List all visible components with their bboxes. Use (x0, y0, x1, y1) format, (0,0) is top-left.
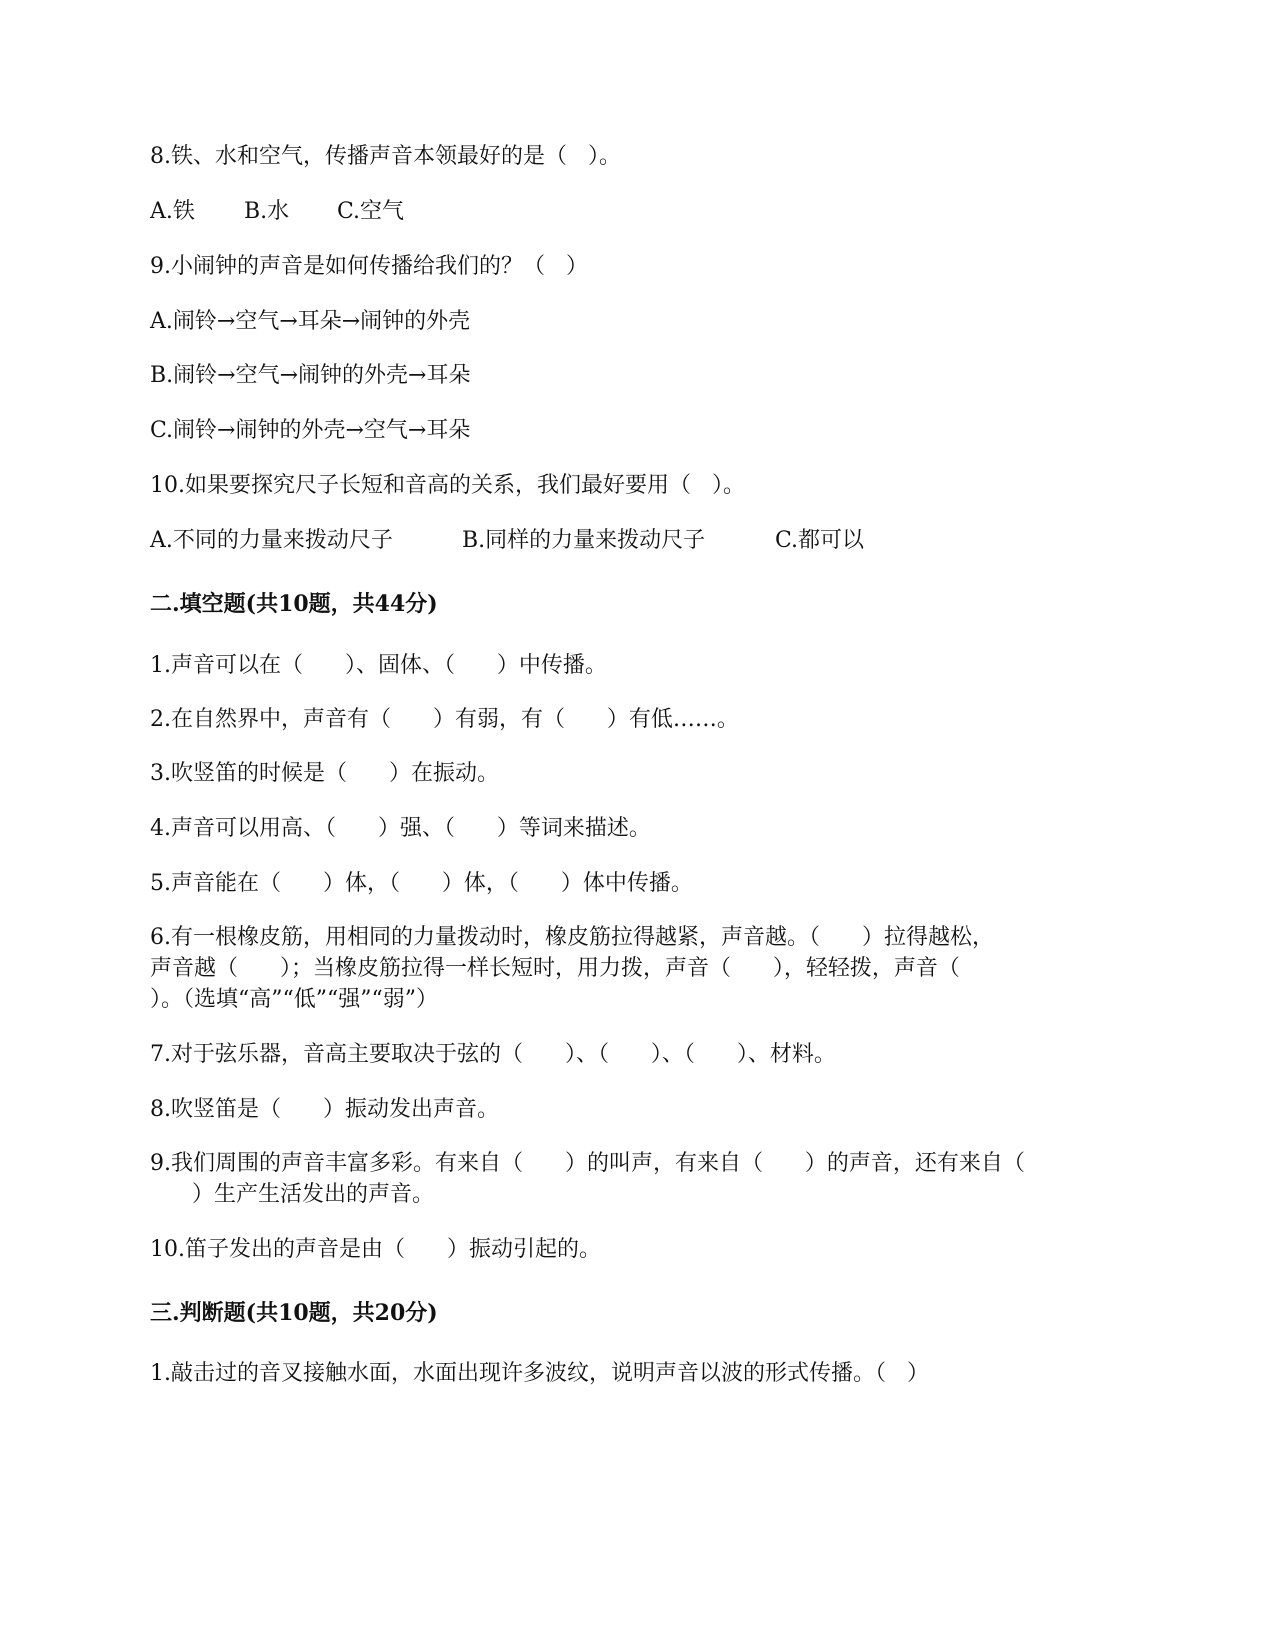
option-b: B.同样的力量来拨动尺子 (462, 528, 706, 553)
fill-question-5: 5.声音能在（ ）体，（ ）体，（ ）体中传播。 (150, 871, 693, 896)
question-8-options (150, 198, 404, 226)
fill-question-6-line-3: ）。（选填“高”“低”“强”“弱”） (150, 987, 438, 1012)
option-a: A.不同的力量来拨动尺子 (150, 528, 393, 553)
fill-question-6-line-1: 6.有一根橡皮筋，用相同的力量拨动时，橡皮筋拉得越紧，声音越。（ ）拉得越松， (150, 925, 994, 950)
question-9-option-c: C.闹铃→闹钟的外壳→空气→耳朵 (150, 418, 471, 443)
fill-question-4: 4.声音可以用高、（ ）强、（ ）等词来描述。 (150, 816, 651, 841)
fill-question-2: 2.在自然界中，声音有（ ）有弱，有（ ）有低……。 (150, 707, 739, 732)
question-9-option-a: A.闹铃→空气→耳朵→闹钟的外壳 (150, 309, 471, 334)
fill-question-9-line-1: 9.我们周围的声音丰富多彩。有来自（ ）的叫声，有来自（ ）的声音，还有来自（ (150, 1151, 1025, 1176)
question-9-stem: 9.小闹钟的声音是如何传播给我们的？（ ） (150, 254, 588, 279)
option-b: B.水 (244, 199, 290, 224)
option-a: A.铁 (150, 199, 195, 224)
fill-question-10: 10.笛子发出的声音是由（ ）振动引起的。 (150, 1237, 601, 1262)
question-10-options (150, 527, 864, 555)
fill-question-8: 8.吹竖笛是（ ）振动发出声音。 (150, 1097, 499, 1122)
option-c: C.空气 (337, 199, 405, 224)
question-10-stem: 10.如果要探究尺子长短和音高的关系，我们最好要用（ ）。 (150, 473, 745, 498)
option-c: C.都可以 (775, 528, 865, 553)
fill-question-6-line-2: 声音越（ ）；当橡皮筋拉得一样长短时，用力拨，声音（ ），轻轻拨，声音（ (150, 956, 960, 981)
question-9-option-b: B.闹铃→空气→闹钟的外壳→耳朵 (150, 363, 471, 388)
fill-question-1: 1.声音可以在（ ）、固体、（ ）中传播。 (150, 653, 607, 678)
fill-question-3: 3.吹竖笛的时候是（ ）在振动。 (150, 761, 499, 786)
judge-question-1: 1.敲击过的音叉接触水面，水面出现许多波纹，说明声音以波的形式传播。（ ） (150, 1361, 929, 1386)
fill-question-9-line-2: ）生产生活发出的声音。 (150, 1182, 434, 1207)
section-heading-fill: 二.填空题(共10题，共44分) (150, 591, 438, 617)
question-8-stem: 8.铁、水和空气，传播声音本领最好的是（ ）。 (150, 144, 621, 169)
section-heading-judge: 三.判断题(共10题，共20分) (150, 1300, 438, 1326)
fill-question-7: 7.对于弦乐器，音高主要取决于弦的（ ）、（ ）、（ ）、材料。 (150, 1042, 836, 1067)
